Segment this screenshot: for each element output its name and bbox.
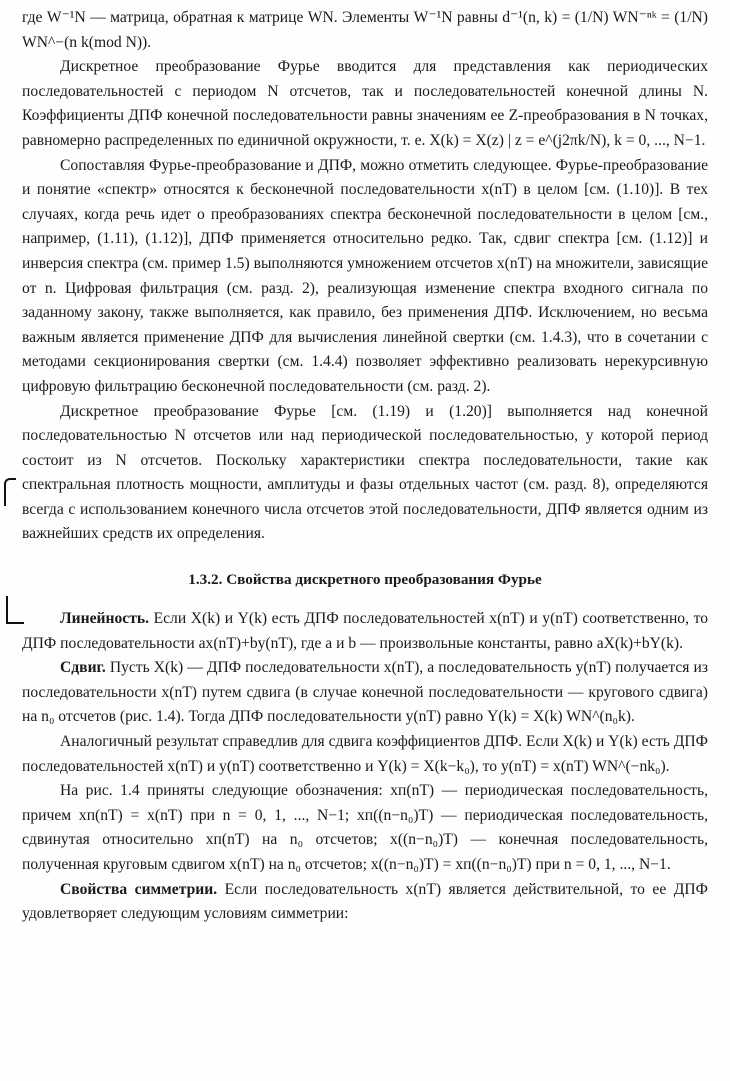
paragraph-shift (22, 656, 708, 730)
margin-bracket-top (4, 478, 16, 506)
term-shift: Сдвиг. (60, 659, 106, 677)
body-text-bottom (22, 607, 708, 927)
paragraph-shift-text: Пусть X(k) — ДПФ последовательности x(nT), а последовательность y(nT) получается из последовательности x(nT) путем сдвига (в случае конечной последовательности — кругового сдвига) на n₀ отсчетов (рис. 1.4). Тогда ДПФ последовательности y(nT) равно Y(k) = X(k) WN^(n₀k). (22, 659, 708, 726)
paragraph-linearity-text: Если X(k) и Y(k) есть ДПФ последовательностей x(nT) и y(nT) соответственно, то ДПФ последовательности ax(nT)+by(nT), где a и b — произвольные константы, равно aX(k)+bY(k). (22, 610, 708, 652)
paragraph-coeff-shift: Аналогичный результат справедлив для сдвига коэффициентов ДПФ. Если X(k) и Y(k) есть ДПФ последовательностей x(nT) и y(nT) соответственно и Y(k) = X(k−k₀), то y(nT) = x(nT) WN^(−nk₀). (22, 733, 708, 775)
body-text-top (22, 6, 708, 547)
paragraph-comparison: Сопоставляя Фурье-преобразование и ДПФ, можно отметить следующее. Фурье-преобразование и понятие «спектр» относятся к бесконечной последовательности x(nT) в целом [см. (1.10)]. В тех случаях, когда речь идет о преобразованиях спектра бесконечной последовательности в целом [см., например, (1.11), (1.12)], ДПФ применяется относительно редко. Так, сдвиг спектра [см. (1.12)] и инверсия спектра (см. пример 1.5) выполняются умножением отсчетов x(nT) на множители, зависящие от n. Цифровая фильтрация (см. разд. 2), реализующая изменение спектра входного сигнала по заданному закону, также выполняется, как правило, без применения ДПФ. Исключением, но весьма важным является применение ДПФ для вычисления линейной свертки (см. 1.4.3), что в сочетании с методами секционирования свертки (см. 1.4.4) позволяет эффективно реализовать нерекурсивную цифровую фильтрацию бесконечной последовательности (см. разд. 2). (22, 156, 708, 395)
paragraph-linearity (22, 607, 708, 656)
page (22, 6, 708, 927)
paragraph-notation: На рис. 1.4 приняты следующие обозначения: xп(nT) — периодическая последовательность, причем xп(nT) = x(nT) при n = 0, 1, ..., N−1; xп((n−n₀)T) — периодическая последовательность, сдвинутая относительно xп(nT) на n₀ отсчетов; x((n−n₀)T) — конечная последовательность, полученная круговым сдвигом x(nT) на n₀ отсчетов; x((n−n₀)T) = xп((n−n₀)T) при n = 0, 1, ..., N−1. (22, 782, 708, 873)
paragraph-dft-finite: Дискретное преобразование Фурье [см. (1.19) и (1.20)] выполняется над конечной последовательностью N отсчетов или над периодической последовательностью, у которой период состоит из N отсчетов. Поскольку характеристики спектра последовательности, такие как спектральная плотность мощности, амплитуды и фазы отдельных частот (см. разд. 8), определяются всегда с использованием конечного числа отсчетов этой последовательности, ДПФ является одним из важнейших средств их определения. (22, 402, 708, 543)
paragraph-inverse-matrix: где W⁻¹N — матрица, обратная к матрице WN. Элементы W⁻¹N равны d⁻¹(n, k) = (1/N) WN⁻ⁿᵏ = (1/N) WN^−(n k(mod N)). (22, 9, 708, 51)
section-heading: 1.3.2. Свойства дискретного преобразования Фурье (188, 571, 542, 589)
paragraph-symmetry (22, 878, 708, 927)
term-linearity: Линейность. (60, 610, 150, 628)
paragraph-dft-definition: Дискретное преобразование Фурье вводится для представления как периодических последовательностей с периодом N отсчетов, так и последовательностей конечной длины N. Коэффициенты ДПФ конечной последовательности равны значениям ее Z-преобразования в N точках, равномерно распределенных по единичной окружности, т. е. X(k) = X(z) | z = e^(j2πk/N), k = 0, ..., N−1. (22, 58, 708, 149)
margin-bracket-bottom (6, 596, 24, 624)
term-symmetry: Свойства симметрии. (60, 880, 218, 898)
paragraph-symmetry-text: Если последовательность x(nT) является действительной, то ее ДПФ удовлетворяет следующим условиям симметрии: (22, 880, 708, 923)
